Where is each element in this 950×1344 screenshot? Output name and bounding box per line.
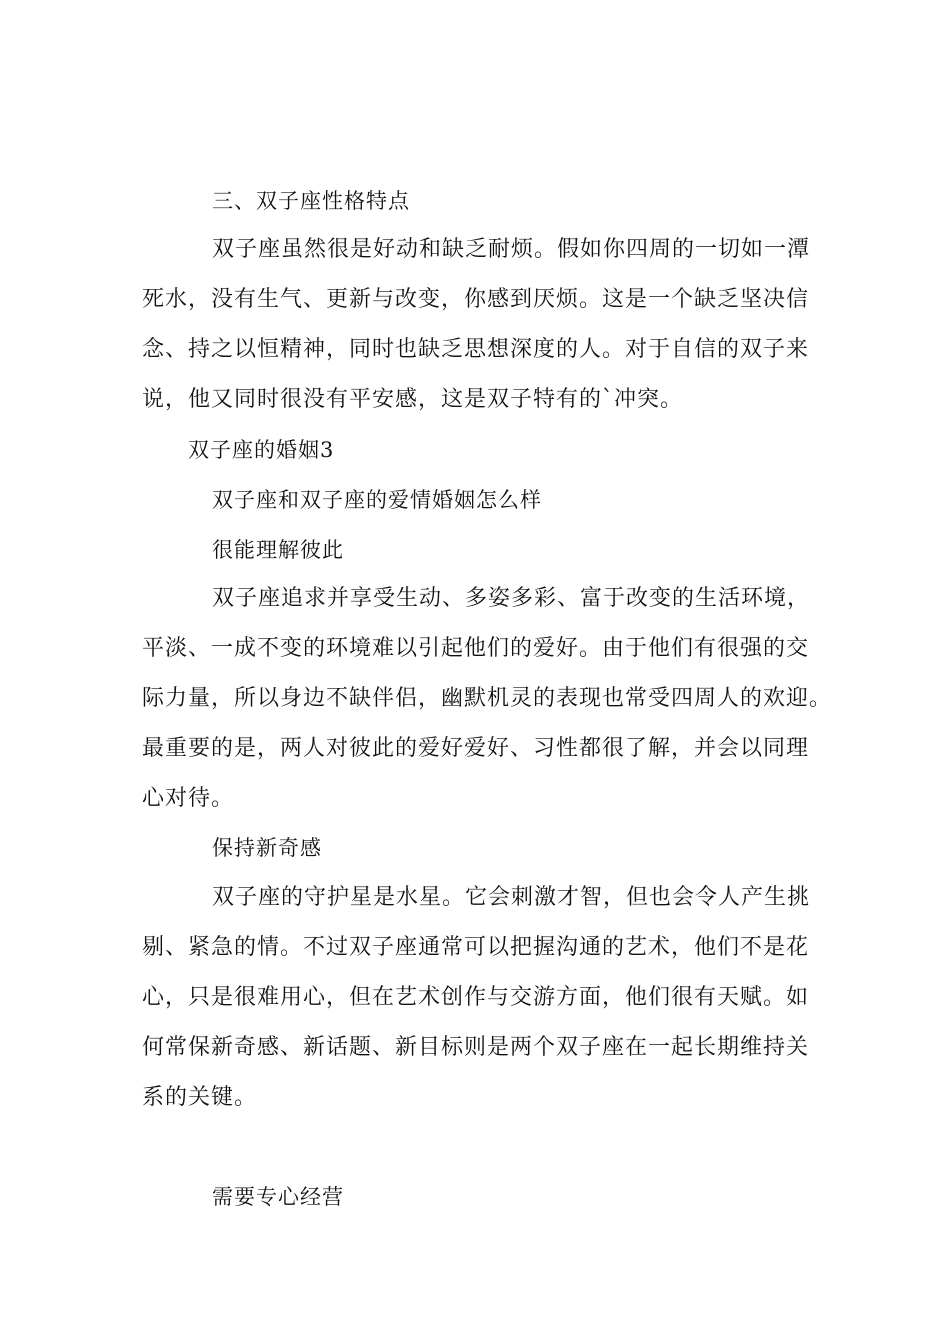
paragraph-line: 说，他又同时很没有平安感，这是双子特有的`冲突。 [142, 387, 684, 412]
paragraph-line: 何常保新奇感、新话题、新目标则是两个双子座在一起长期维持关 [142, 1035, 810, 1060]
paragraph-line: 双子座追求并享受生动、多姿多彩、富于改变的生活环境， [212, 586, 811, 611]
subheading: 双子座和双子座的爱情婚姻怎么样 [212, 488, 542, 512]
paragraph-line: 念、持之以恒精神，同时也缺乏思想深度的人。对于自信的双子来 [142, 337, 810, 362]
paragraph-line: 心，只是很难用心，但在艺术创作与交游方面，他们很有天赋。如 [142, 985, 810, 1010]
subheading: 保持新奇感 [212, 836, 322, 860]
paragraph-line: 死水，没有生气、更新与改变，你感到厌烦。这是一个缺乏坚决信 [142, 287, 810, 312]
paragraph-line: 双子座的守护星是水星。它会刺激才智，但也会令人产生挑 [212, 885, 811, 910]
paragraph-line: 平淡、一成不变的环境难以引起他们的爱好。由于他们有很强的交 [142, 636, 810, 661]
paragraph-line: 剔、紧急的情。不过双子座通常可以把握沟通的艺术，他们不是花 [142, 935, 810, 960]
paragraph-line: 系的关键。 [142, 1085, 258, 1110]
paragraph-line: 双子座虽然很是好动和缺乏耐烦。假如你四周的一切如一潭 [212, 237, 811, 262]
paragraph-line: 际力量，所以身边不缺伴侣，幽默机灵的表现也常受四周人的欢迎。 [142, 686, 833, 711]
subheading: 需要专心经营 [212, 1185, 344, 1209]
paragraph-line: 最重要的是，两人对彼此的爱好爱好、习性都很了解，并会以同理 [142, 736, 810, 761]
paragraph-line: 心对待。 [142, 786, 235, 811]
subheading: 很能理解彼此 [212, 538, 344, 562]
section-heading: 双子座的婚姻3 [188, 438, 335, 462]
section-heading: 三、双子座性格特点 [212, 189, 410, 213]
